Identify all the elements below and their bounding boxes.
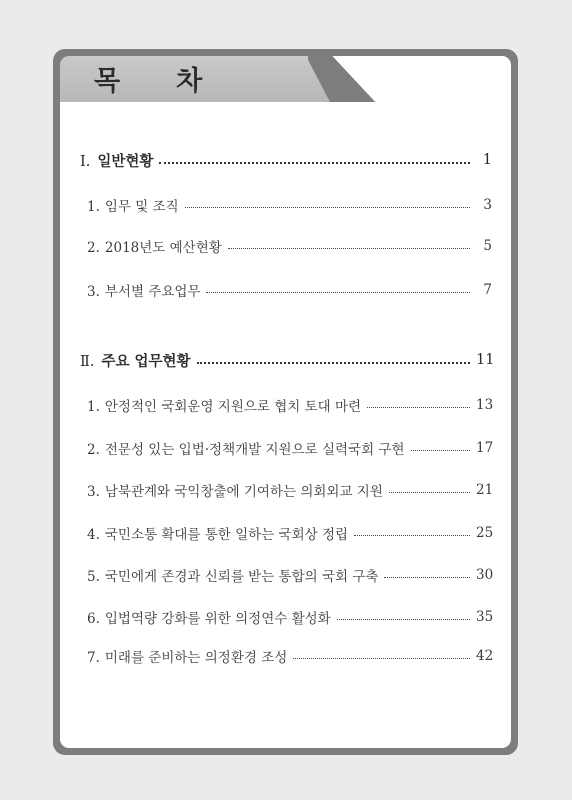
toc-item-number: 1. — [87, 399, 100, 415]
toc-item-title: 임무 및 조직 — [104, 199, 179, 215]
toc-page-number: 13 — [476, 397, 494, 413]
toc-item[interactable] — [87, 521, 492, 545]
toc-page-number: 21 — [476, 482, 494, 498]
toc-section-title: 주요 업무현황 — [101, 353, 191, 370]
toc-section-number: Ⅱ. — [80, 353, 95, 370]
dot-leader — [197, 361, 470, 364]
dot-leader — [228, 247, 470, 249]
dot-leader — [185, 206, 470, 208]
toc-item-label — [87, 607, 331, 627]
toc-item-number: 5. — [87, 569, 100, 585]
dot-leader — [293, 657, 470, 659]
toc-item-title: 남북관계와 국익창출에 기여하는 의회외교 지원 — [104, 484, 383, 500]
toc-section-1[interactable] — [80, 148, 492, 172]
toc-item-title: 국민소통 확대를 통한 일하는 국회상 정립 — [104, 527, 349, 543]
toc-item-label — [87, 646, 287, 666]
toc-item-number: 3. — [87, 484, 100, 500]
toc-item-number: 6. — [87, 611, 100, 627]
page-title-second-char: 차 — [176, 65, 203, 97]
dot-leader — [384, 576, 470, 578]
toc-page-number: 3 — [483, 197, 492, 213]
toc-item-title: 미래를 준비하는 의정환경 조성 — [104, 650, 288, 666]
toc-page-number: 25 — [476, 525, 494, 541]
toc-page-number: 5 — [483, 238, 492, 254]
dot-leader — [159, 161, 470, 164]
toc-item-label — [87, 565, 378, 585]
toc-item-title: 전문성 있는 입법·정책개발 지원으로 실력국회 구현 — [104, 442, 405, 458]
toc-item[interactable] — [87, 278, 492, 302]
toc-item-number: 2. — [87, 442, 100, 458]
toc-item[interactable] — [87, 605, 492, 629]
dot-leader — [411, 449, 471, 451]
toc-section-2[interactable] — [80, 348, 495, 372]
toc-item[interactable] — [87, 193, 492, 217]
toc-section-label — [80, 150, 153, 171]
toc-item[interactable] — [87, 563, 492, 587]
toc-page-number: 11 — [476, 352, 495, 368]
toc-section-label — [80, 350, 191, 371]
toc-item[interactable] — [87, 393, 492, 417]
toc-item-label — [87, 523, 348, 543]
dot-leader — [206, 291, 470, 293]
toc-item-title: 안정적인 국회운영 지원으로 협치 토대 마련 — [104, 399, 362, 415]
toc-section-number: Ⅰ. — [80, 153, 91, 170]
toc-item-title: 입법역량 강화를 위한 의정연수 활성화 — [104, 611, 331, 627]
toc-item-label — [87, 480, 383, 500]
toc-page-number: 42 — [476, 648, 494, 664]
dot-leader — [337, 618, 470, 620]
toc-item-label — [87, 195, 179, 215]
toc-item-number: 3. — [87, 284, 100, 300]
toc-item-title: 부서별 주요업무 — [104, 284, 201, 300]
toc-item-label — [87, 395, 361, 415]
toc-item[interactable] — [87, 644, 492, 668]
toc-item-number: 4. — [87, 527, 100, 543]
toc-page-number: 1 — [482, 152, 492, 168]
toc-item-number: 2. — [87, 240, 100, 256]
toc-page-number: 7 — [483, 282, 492, 298]
dot-leader — [367, 406, 470, 408]
toc-page-number: 30 — [476, 567, 494, 583]
toc-item-label — [87, 280, 200, 300]
toc-item-label — [87, 236, 222, 256]
dot-leader — [354, 534, 470, 536]
toc-section-title: 일반현황 — [97, 153, 154, 170]
page-title-first-char: 목 — [94, 65, 121, 97]
toc-item[interactable] — [87, 478, 492, 502]
toc-item[interactable] — [87, 234, 492, 258]
toc-item-title: 2018년도 예산현황 — [104, 240, 222, 256]
toc-item-label — [87, 438, 405, 458]
toc-item-title: 국민에게 존경과 신뢰를 받는 통합의 국회 구축 — [104, 569, 379, 585]
toc-item-number: 1. — [87, 199, 100, 215]
dot-leader — [389, 491, 470, 493]
toc-page-number: 17 — [476, 440, 494, 456]
toc-item[interactable] — [87, 436, 492, 460]
toc-page-number: 35 — [476, 609, 494, 625]
toc-item-number: 7. — [87, 650, 100, 666]
